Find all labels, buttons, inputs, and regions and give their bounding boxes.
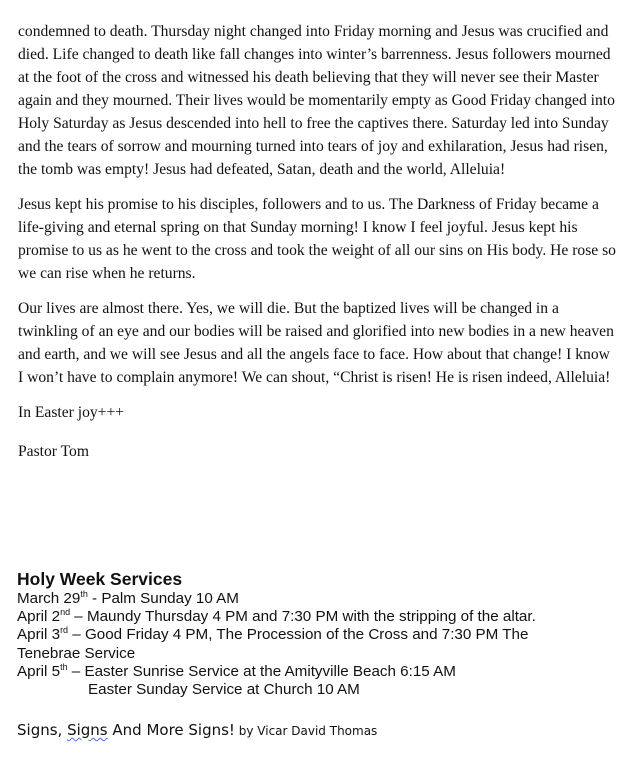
signature: Pastor Tom xyxy=(18,443,89,460)
services-heading: Holy Week Services xyxy=(17,569,183,589)
article-title-part: Signs, xyxy=(17,721,68,739)
service-date: April 2 xyxy=(17,608,61,626)
service-detail: – Good Friday 4 PM, The Procession of the Cross and 7:30 PM The xyxy=(68,626,529,644)
article-body xyxy=(18,20,618,479)
holy-week-services xyxy=(17,568,617,699)
byline: by Vicar David Thomas xyxy=(234,724,378,738)
service-detail: Easter Sunday Service at Church 10 AM xyxy=(88,681,360,699)
ordinal-suffix: th xyxy=(80,588,88,599)
service-date: April 3 xyxy=(17,626,61,644)
ordinal-suffix: th xyxy=(60,661,68,672)
service-date: March 29 xyxy=(17,590,81,607)
article-title-part: And More Signs! xyxy=(107,721,235,739)
closing-line: In Easter joy+++ xyxy=(18,404,125,421)
ordinal-suffix: rd xyxy=(60,625,69,636)
service-line xyxy=(17,681,617,699)
ordinal-suffix: nd xyxy=(60,607,71,618)
next-article-title xyxy=(17,720,377,739)
service-detail: – Easter Sunrise Service at the Amityville Beach 6:15 AM xyxy=(67,662,456,680)
paragraph: Jesus kept his promise to his disciples, followers and to us. The Darkness of Friday became a life-giving and eternal spring on that Sunday morning! I know I feel joyful. Jesus kept his promise to us as he went to the cross and took the weight of all our sins on His body. He rose so we can rise when he returns. xyxy=(18,196,616,282)
service-date: April 5 xyxy=(17,662,61,680)
service-line xyxy=(17,626,617,644)
paragraph: Our lives are almost there. Yes, we will die. But the baptized lives will be changed in a twinkling of an eye and our bodies will be raised and glorified into new bodies in a new heaven and earth, and we will see Jesus and all the angels face to face. How about that change! I know I won’t have to complain anymore! We can shout, “Christ is risen! He is risen indeed, Alleluia! xyxy=(18,300,614,386)
service-detail: - Palm Sunday 10 AM xyxy=(87,590,239,607)
service-detail: – Maundy Thursday 4 PM and 7:30 PM with the stripping of the altar. xyxy=(70,608,536,626)
article-title-part: Signs xyxy=(67,721,108,739)
service-detail: Tenebrae Service xyxy=(17,644,136,662)
paragraph: condemned to death. Thursday night changed into Friday morning and Jesus was crucified and died. Life changed to death like fall changes into winter’s barrenness. Jesus followers mourned at the foot of the cross and witnessed his death believing that they will never see their Master again and they mourned. Their lives would be momentarily empty as Good Friday changed into Holy Saturday as Jesus descended into hell to free the captives there. Saturday led into Sunday and the tears of sorrow and mourning turned into tears of joy and exhilaration, Jesus had risen, the tomb was empty! Jesus had defeated, Satan, death and the world, Alleluia! xyxy=(18,23,615,178)
service-line xyxy=(17,663,617,681)
service-line xyxy=(17,645,617,663)
service-line xyxy=(17,590,617,608)
service-line xyxy=(17,608,617,626)
